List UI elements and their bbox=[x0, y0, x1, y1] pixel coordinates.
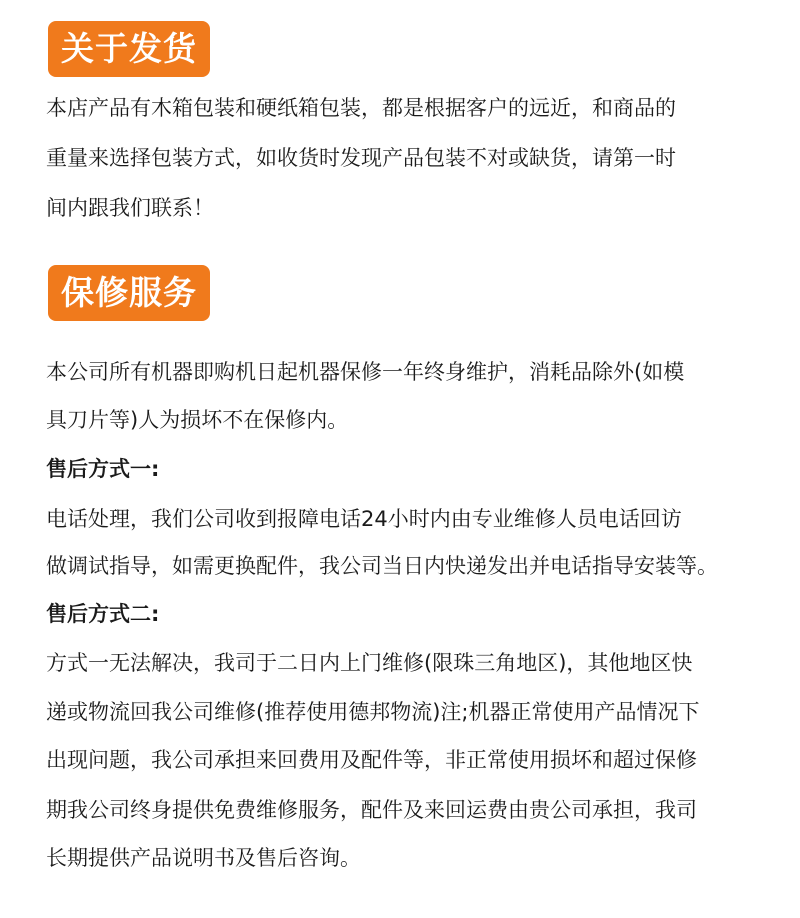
method-two-title: 售后方式二: bbox=[46, 602, 160, 626]
method-one-text-line: 做调试指导，如需更换配件，我公司当日内快递发出并电话指导安装等。 bbox=[46, 554, 718, 578]
method-two-text-line: 方式一无法解决，我司于二日内上门维修(限珠三角地区)，其他地区快 bbox=[46, 651, 693, 675]
shipping-text-line: 本店产品有木箱包装和硬纸箱包装，都是根据客户的远近，和商品的 bbox=[46, 96, 676, 120]
method-two-text-line: 递或物流回我公司维修(推荐使用德邦物流)注;机器正常使用产品情况下 bbox=[46, 700, 700, 724]
warranty-heading-badge: 保修服务 bbox=[48, 265, 210, 321]
shipping-text-line: 重量来选择包装方式，如收货时发现产品包装不对或缺货，请第一时 bbox=[46, 146, 676, 170]
method-two-text-line: 期我公司终身提供免费维修服务，配件及来回运费由贵公司承担，我司 bbox=[46, 798, 697, 822]
shipping-heading-badge: 关于发货 bbox=[48, 21, 210, 77]
warranty-intro-line: 本公司所有机器即购机日起机器保修一年终身维护，消耗品除外(如模 bbox=[46, 360, 685, 384]
warranty-intro-line: 具刀片等)人为损坏不在保修内。 bbox=[46, 408, 349, 432]
method-one-title: 售后方式一: bbox=[46, 457, 160, 481]
method-two-text-line: 出现问题，我公司承担来回费用及配件等，非正常使用损坏和超过保修 bbox=[46, 748, 697, 772]
method-one-text-line: 电话处理，我们公司收到报障电话24小时内由专业维修人员电话回访 bbox=[46, 507, 682, 531]
shipping-text-line: 间内跟我们联系！ bbox=[46, 196, 214, 220]
method-two-text-line: 长期提供产品说明书及售后咨询。 bbox=[46, 846, 361, 870]
